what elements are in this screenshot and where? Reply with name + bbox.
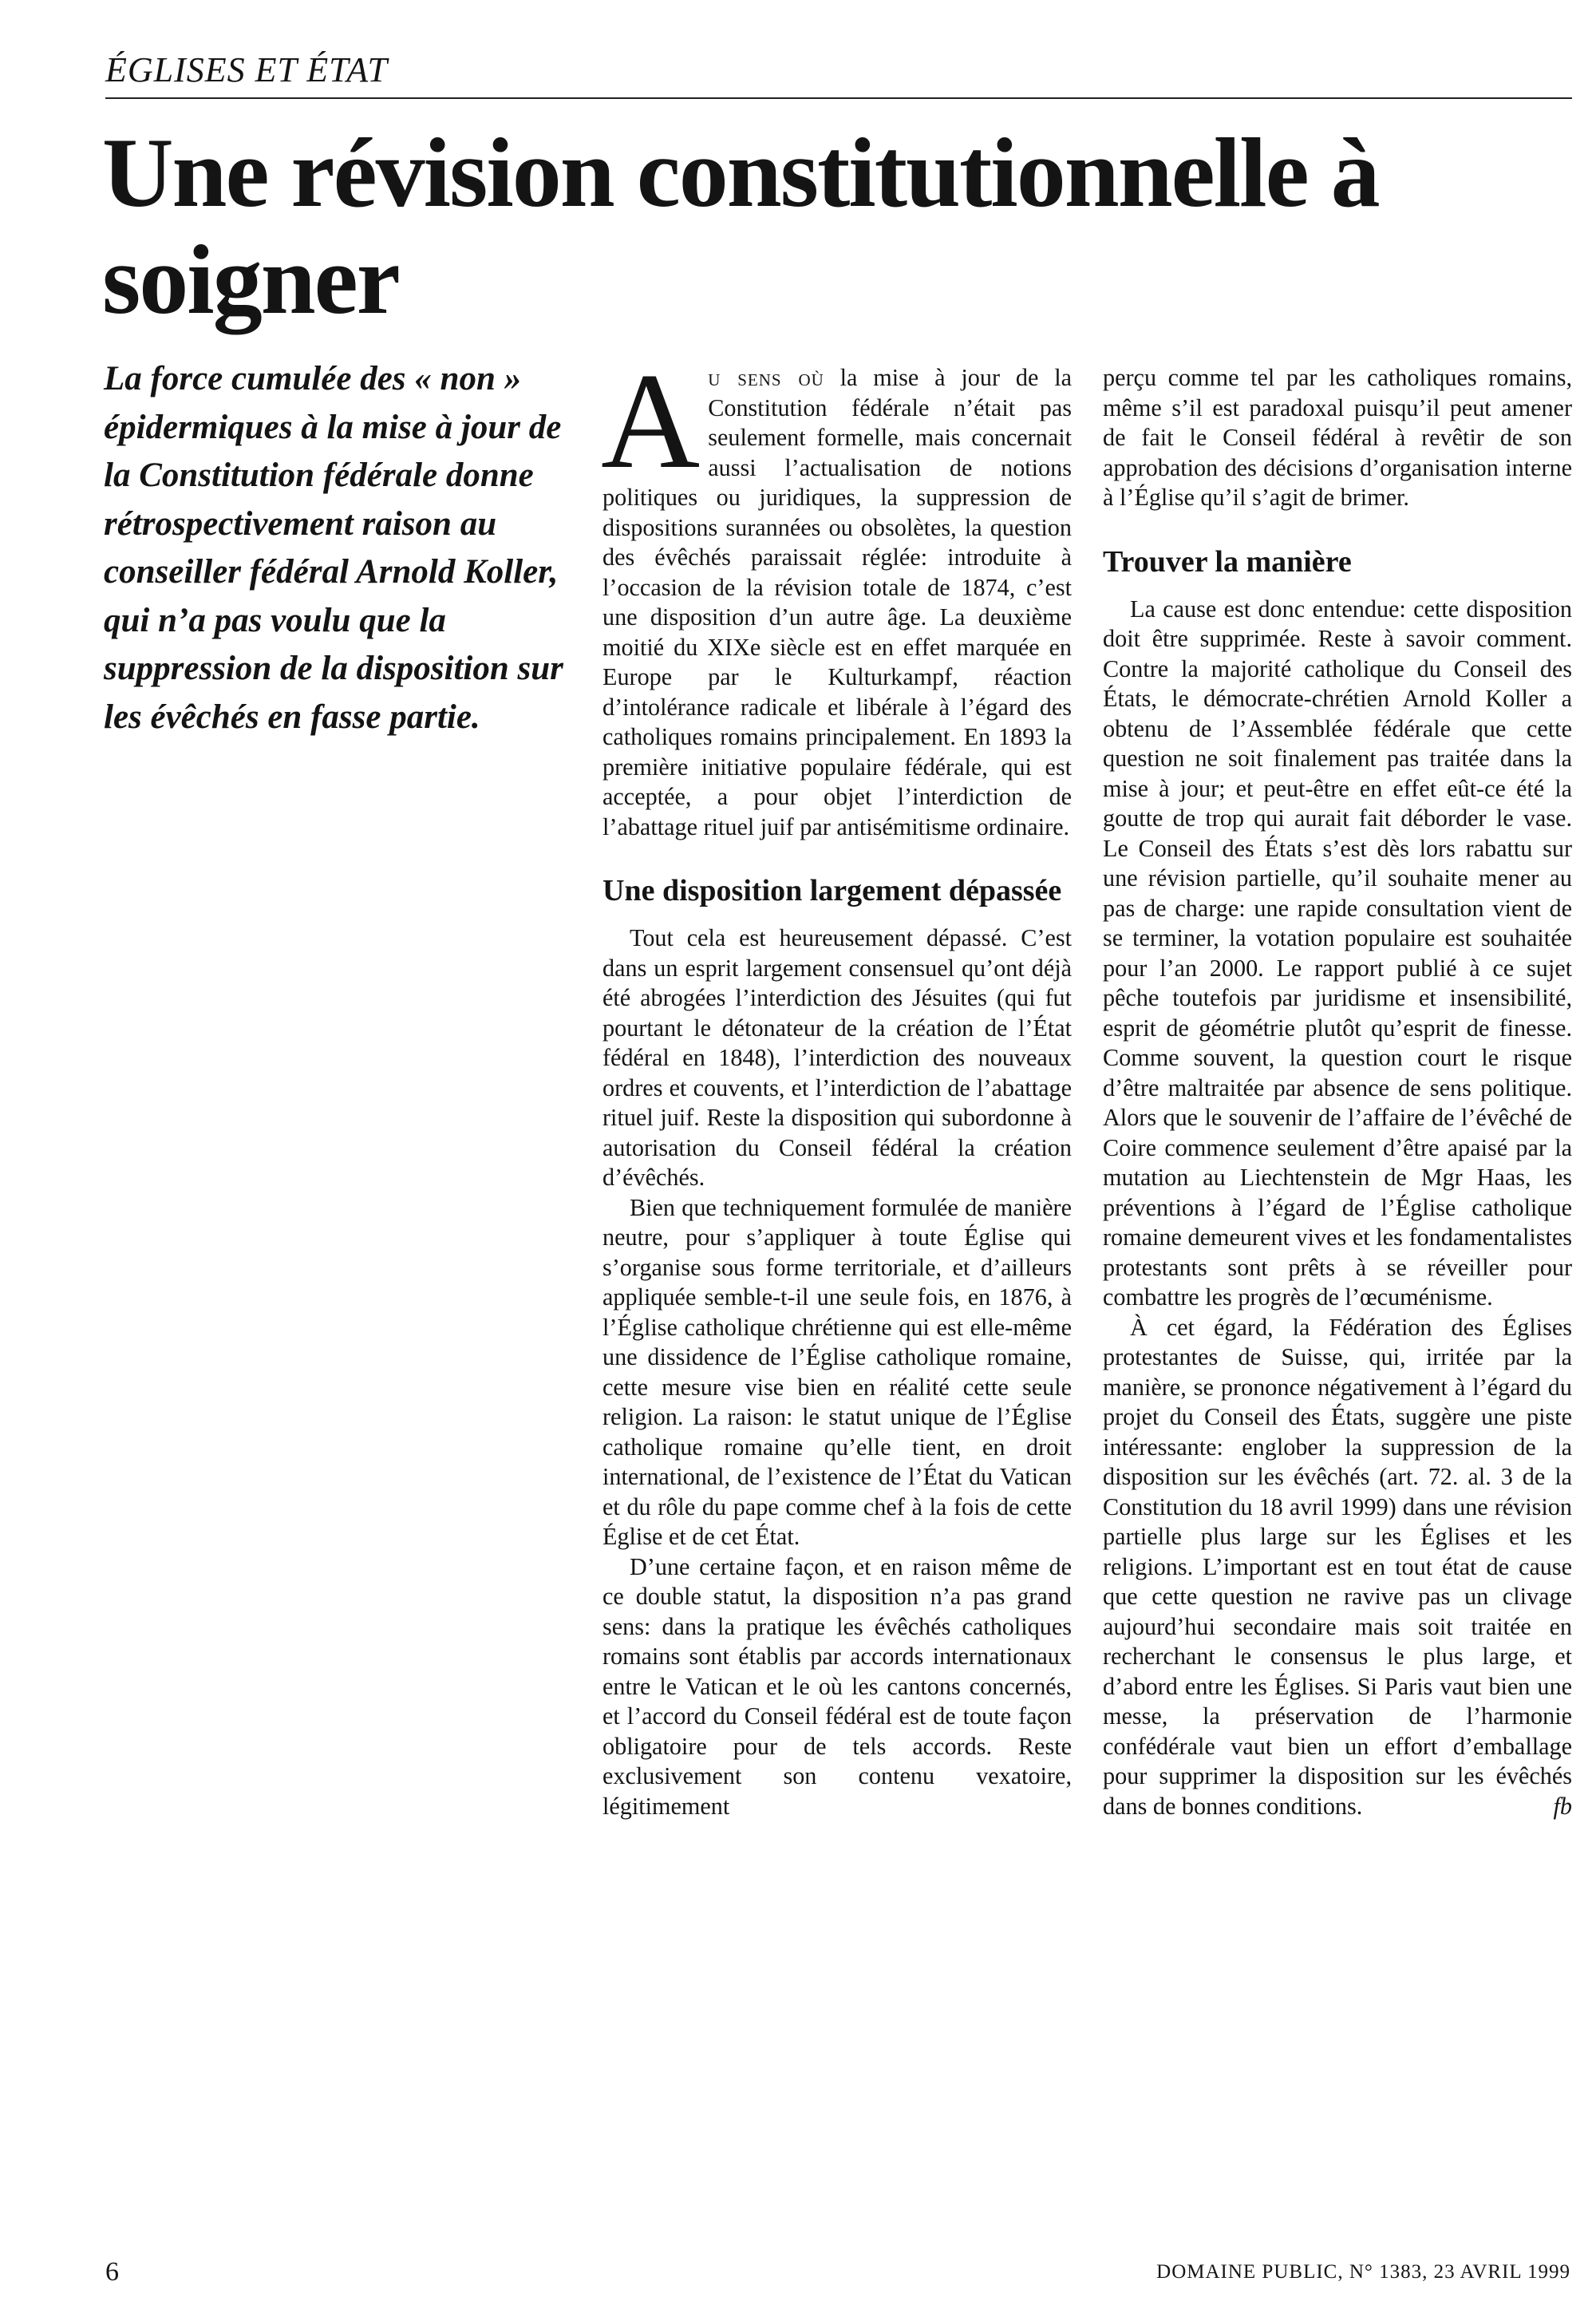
header-rule (105, 97, 1572, 99)
text-column-2 (1103, 363, 1572, 1821)
article-paragraph: D’une certaine façon, et en raison même de ce double statut, la disposition n’a pas grand sens: dans la pratique les évêchés catholiques romains sont établis par accords internationaux entre le Vatican et le où les cantons concernés, et l’accord du Conseil fédéral est de toute façon obligatoire pour de tels accords. Reste exclusivement son contenu vexatoire, légitimement (602, 1552, 1072, 1820)
section-rubric: ÉGLISES ET ÉTAT (105, 50, 389, 89)
article-paragraph: perçu comme tel par les catholiques romains, même s’il est paradoxal puisqu’il peut amener de fait le Conseil fédéral à revêtir de son approbation des décisions d’organisation interne à l’Église qu’il s’agit de brimer. (1103, 364, 1572, 511)
drop-cap: A (601, 346, 701, 497)
paragraph-text: À cet égard, la Fédération des Églises protestantes de Suisse, qui, irritée par la manière, se prononce négativement à l’égard du projet du Conseil des États, suggère une piste intéressante: englober la suppression de la disposition sur les évêchés (art. 72. al. 3 de la Constitution du 18 avril 1999) dans une révision partielle plus large sur les Églises et les religions. L’important est en tout état de cause que cette question ne ravive pas un clivage aujourd’hui secondaire mais soit traitée en recherchant le consensus le plus large, et d’abord entre les Églises. Si Paris vaut bien une messe, la préservation de l’harmonie confédérale vaut bien un effort d’emballage pour supprimer la disposition sur les évêchés dans de bonnes conditions. (1103, 1313, 1572, 1820)
subheading: Trouver la manière (1103, 544, 1352, 579)
author-signature: fb (1553, 1792, 1572, 1820)
opening-words: u sens où (708, 364, 824, 391)
publication-reference: DOMAINE PUBLIC, N° 1383, 23 AVRIL 1999 (1156, 2261, 1570, 2283)
paragraph-text: la mise à jour de la Constitution fédérale n’était pas seulement formelle, mais concernait aussi l’actualisation de notions politiques ou juridiques, la suppression de dispositions surannées ou obsolètes, la question des évêchés paraissait réglée: introduite à l’occasion de la révision totale de 1874, c’est une disposition d’un autre âge. La deuxième moitié du XIXe siècle est en effet marquée en Europe par le Kulturkampf, réaction d’intolérance radicale et libérale à l’égard des catholiques romains principalement. En 1893 la première initiative populaire fédérale, qui est acceptée, a pour objet l’interdiction de l’abattage rituel juif par antisémitisme ordinaire. (602, 364, 1072, 840)
article-lede: La force cumulée des « non » épidermiques à la mise à jour de la Constitution fédérale donne rétrospectivement raison au conseiller fédéral Arnold Koller, qui n’a pas voulu que la suppression de la disposition sur les évêchés en fasse partie. (104, 360, 563, 736)
article-title: Une révision constitutionnelle à soigner (102, 118, 1379, 334)
article-paragraph: Bien que techniquement formulée de manière neutre, pour s’appliquer à toute Église qui s’organise sous forme territoriale, et d’ailleurs appliquée semble-t-il une seule fois, en 1876, à l’Église catholique chrétienne qui est elle-même une dissidence de l’Église catholique romaine, cette mesure vise bien en réalité cette seule religion. La raison: le statut unique de l’Église catholique romaine qu’elle tient, en droit international, de l’existence de l’État du Vatican et du rôle du pape comme chef à la fois de cette Église et de cet État. (602, 1193, 1072, 1550)
article-paragraph: La cause est donc entendue: cette disposition doit être supprimée. Reste à savoir comment. Contre la majorité catholique du Conseil des États, le démocrate-chrétien Arnold Koller a obtenu de l’Assemblée fédérale que cette question ne soit finalement pas traitée dans la mise à jour; et peut-être en effet eût-ce été la goutte de trop qui aurait fait déborder le vase. Le Conseil des États s’est dès lors rabattu sur une révision partielle, qu’il souhaite mener au pas de charge: une rapide consultation vient de se terminer, la votation populaire est souhaitée pour l’an 2000. Le rapport publié à ce sujet pêche toutefois par juridisme et insensibilité, esprit de géométrie plutôt qu’esprit de finesse. Comme souvent, la question court le risque d’être maltraitée par absence de sens politique. Alors que le souvenir de l’affaire de l’évêché de Coire commence seulement d’être apaisé par la mutation au Liechtenstein de Mgr Haas, les préventions à l’égard de l’Église catholique romaine demeurent vives et les fondamentalistes protestants sont prêts à se réveiller pour combattre les progrès de l’œcuménisme. (1103, 595, 1572, 1311)
page-number: 6 (105, 2257, 119, 2287)
article-paragraph: Tout cela est heureusement dépassé. C’est dans un esprit largement consensuel qu’ont déjà été abrogées l’interdiction des Jésuites (qui fut pourtant le détonateur de la création de l’État fédéral en 1848), l’interdiction des nouveaux ordres et couvents, et l’interdiction de l’abattage rituel juif. Reste la disposition qui subordonne à autorisation du Conseil fédéral la création d’évêchés. (602, 924, 1072, 1191)
article-paragraph (601, 346, 1072, 842)
text-column-1 (601, 346, 1072, 1821)
subheading: Une disposition largement dépassée (602, 874, 1062, 907)
article-paragraph (1103, 1313, 1572, 1822)
